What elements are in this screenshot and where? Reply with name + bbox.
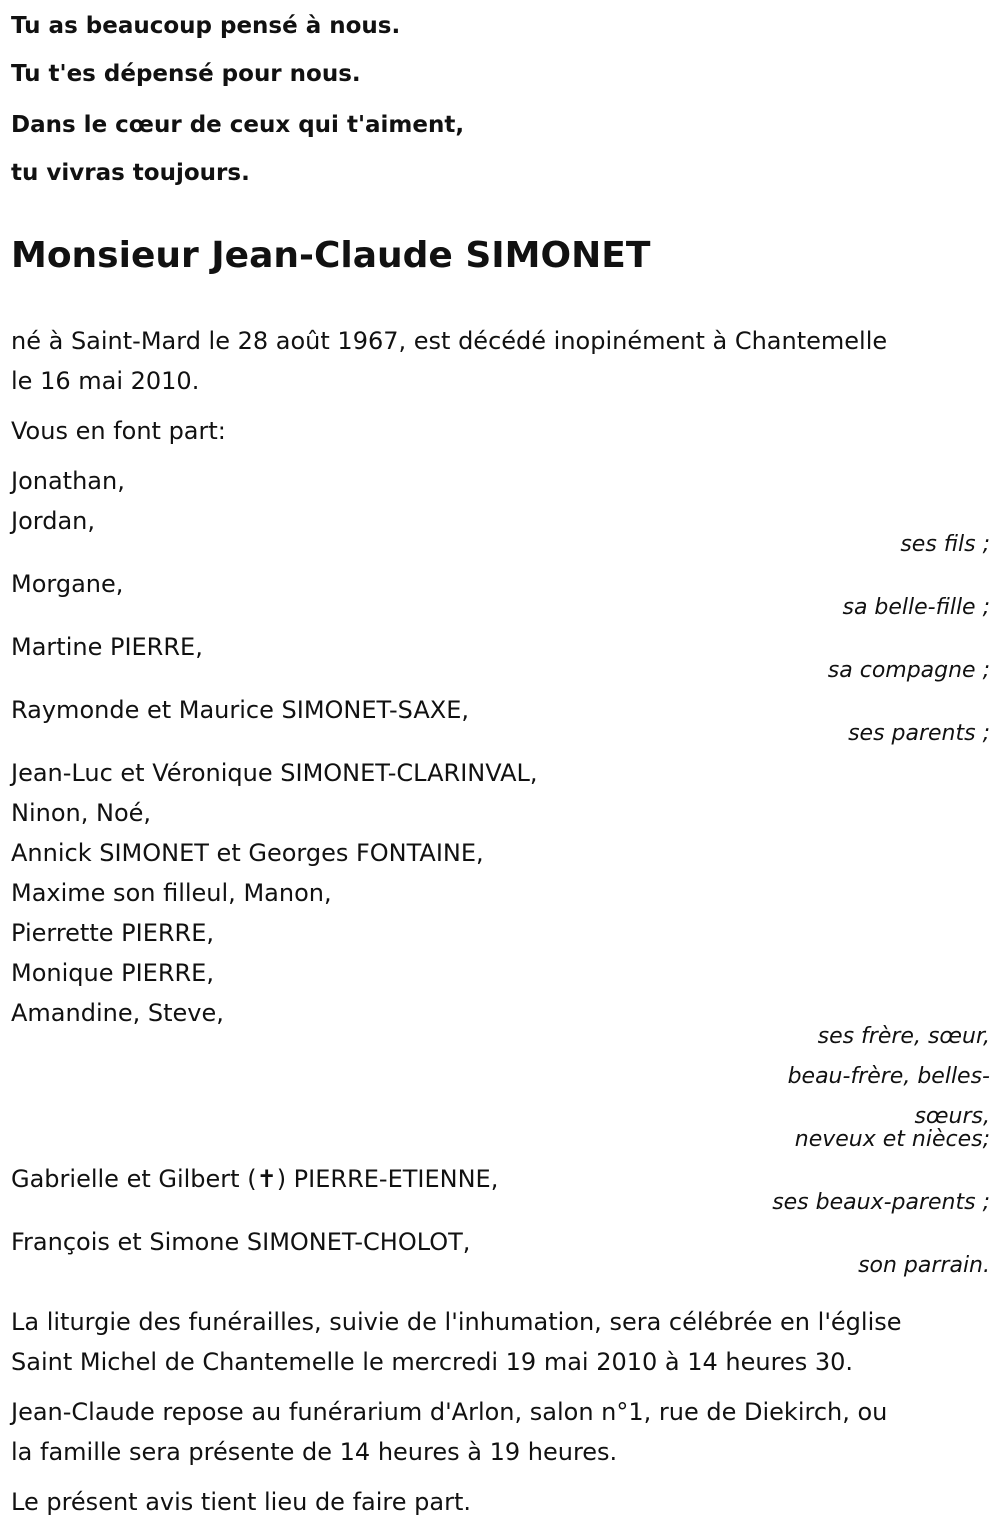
family-name: Gabrielle et Gilbert (✝) PIERRE-ETIENNE, bbox=[11, 1165, 499, 1193]
funerarium-line: Jean-Claude repose au funérarium d'Arlon, salon n°1, rue de Diekirch, ou bbox=[11, 1398, 888, 1426]
deceased-name: Monsieur Jean-Claude SIMONET bbox=[11, 235, 651, 276]
family-role: ses fils ; bbox=[900, 532, 990, 557]
family-role: ses beaux-parents ; bbox=[772, 1190, 990, 1215]
family-name: Pierrette PIERRE, bbox=[11, 919, 215, 947]
family-name: Morgane, bbox=[11, 570, 124, 598]
poem-line: Tu t'es dépensé pour nous. bbox=[11, 61, 361, 87]
poem-line: Dans le cœur de ceux qui t'aiment, bbox=[11, 112, 465, 138]
family-role: beau-frère, belles- bbox=[787, 1064, 990, 1089]
announcement-line: le 16 mai 2010. bbox=[11, 367, 200, 395]
family-name: Amandine, Steve, bbox=[11, 999, 224, 1027]
family-name: Monique PIERRE, bbox=[11, 959, 214, 987]
family-name: Ninon, Noé, bbox=[11, 799, 152, 827]
poem-line: Tu as beaucoup pensé à nous. bbox=[11, 13, 401, 39]
poem-line: tu vivras toujours. bbox=[11, 160, 250, 186]
notice-text: Le présent avis tient lieu de faire part. bbox=[11, 1488, 471, 1516]
family-name: Jean-Luc et Véronique SIMONET-CLARINVAL, bbox=[11, 759, 538, 787]
family-name: Raymonde et Maurice SIMONET-SAXE, bbox=[11, 696, 469, 724]
family-name: Jonathan, bbox=[11, 467, 125, 495]
liturgy-line: Saint Michel de Chantemelle le mercredi 19 mai 2010 à 14 heures 30. bbox=[11, 1348, 854, 1376]
family-name: Annick SIMONET et Georges FONTAINE, bbox=[11, 839, 484, 867]
liturgy-line: La liturgie des funérailles, suivie de l'inhumation, sera célébrée en l'église bbox=[11, 1308, 902, 1336]
announcement-line: né à Saint-Mard le 28 août 1967, est décédé inopinément à Chantemelle bbox=[11, 327, 888, 355]
family-role: ses parents ; bbox=[848, 721, 990, 746]
family-role: son parrain. bbox=[858, 1253, 990, 1278]
funerarium-line: la famille sera présente de 14 heures à 19 heures. bbox=[11, 1438, 618, 1466]
family-name: Jordan, bbox=[11, 507, 95, 535]
family-role: neveux et nièces; bbox=[794, 1127, 990, 1152]
family-role: ses frère, sœur, bbox=[817, 1024, 990, 1049]
intro-text: Vous en font part: bbox=[11, 417, 226, 445]
family-name: François et Simone SIMONET-CHOLOT, bbox=[11, 1228, 471, 1256]
family-role: sa belle-fille ; bbox=[842, 595, 990, 620]
family-role: sa compagne ; bbox=[827, 658, 990, 683]
family-role: sœurs, bbox=[914, 1104, 990, 1129]
family-name: Maxime son filleul, Manon, bbox=[11, 879, 332, 907]
family-name: Martine PIERRE, bbox=[11, 633, 203, 661]
